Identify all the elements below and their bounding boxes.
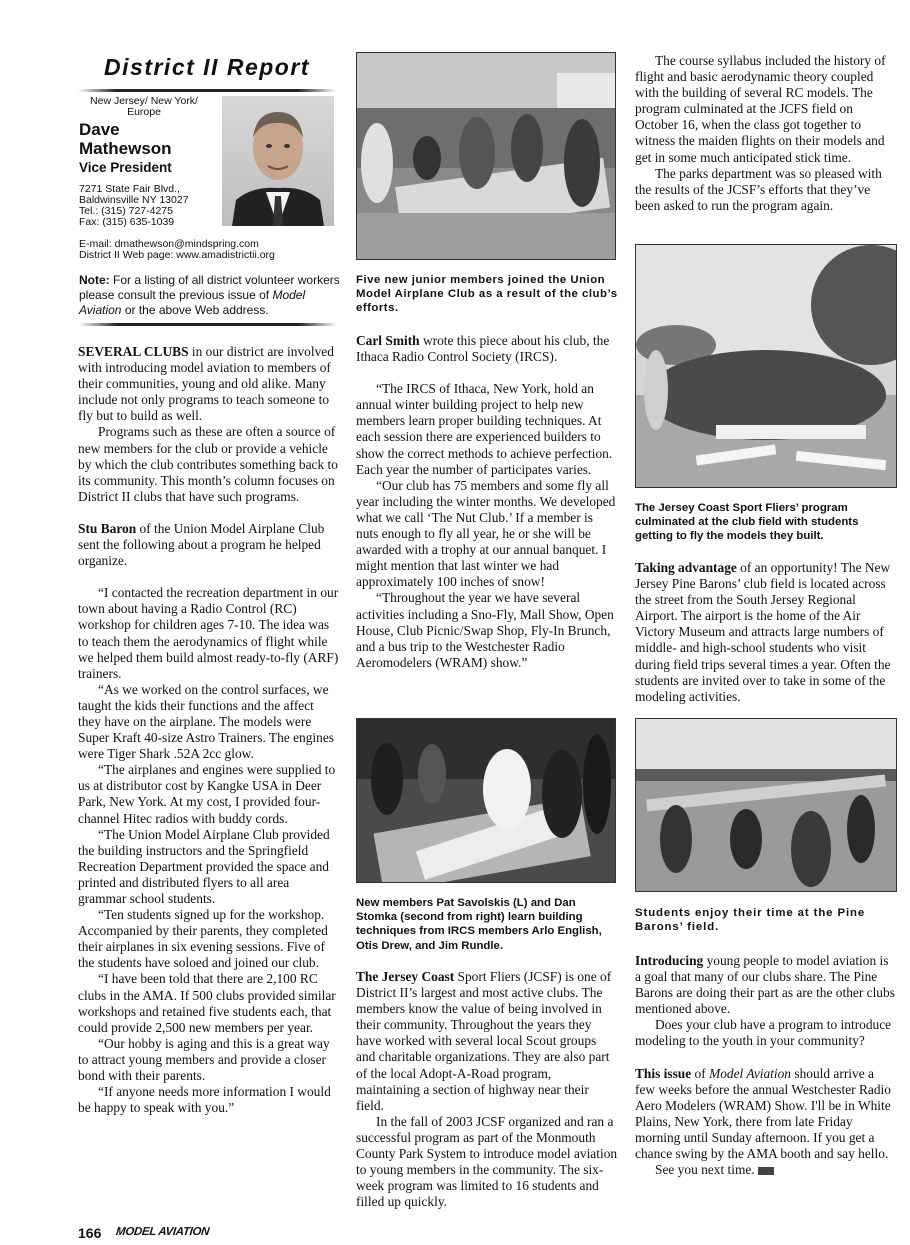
paragraph <box>635 1066 897 1163</box>
district-note <box>79 273 341 318</box>
column-3-body-bottom <box>635 953 897 1178</box>
note-text-2: or the above Web address. <box>121 303 269 317</box>
vp-fax: Fax: (315) 635-1039 <box>79 216 175 228</box>
note-rule <box>79 323 337 326</box>
paragraph: Programs such as these are often a source of new members for the club or provide a vehicle by which the club contributes something back to its community. This month’s column focuses on District II clubs that have such programs. <box>78 424 338 504</box>
paragraph: “As we worked on the control surfaces, we taught the kids their functions and the affect they have on the airplane. The models were Super Kraft 40-size Astro Trainers. The engines were Tiger Shark .52A 2cc glow. <box>78 681 334 762</box>
photo-pine-barons <box>635 718 897 892</box>
vp-address-line2: Baldwinsville NY 13027 <box>79 194 189 206</box>
paragraph <box>635 560 897 705</box>
paragraph: “Our hobby is aging and this is a great way to attract young members and provide a closer bond with their parents. <box>78 1035 330 1084</box>
lead-in: Introducing <box>635 953 704 968</box>
photo-workshop-union <box>356 52 616 260</box>
paragraph <box>356 969 618 1114</box>
note-text-1: For a listing of all district volunteer workers please consult the previous issue of <box>79 273 340 302</box>
vp-first-name: Dave <box>79 120 120 139</box>
paragraph: “Throughout the year we have several activities including a Sno-Fly, Mall Show, Open House, Club Picnic/Swap Shop, Fly-In Brunch, and a bus trip to the Westchester Radio Aeromodelers (WRAM) show.” <box>356 590 614 670</box>
vp-role: Vice President <box>79 160 172 175</box>
column-3-body-top <box>635 53 897 214</box>
paragraph: “The Union Model Airplane Club provided the building instructors and the Springfield Recreation Department provided the space and printed and distributed flyers to all area grammar school students. <box>78 826 330 906</box>
paragraph: “I have been told that there are 2,100 RC clubs in the AMA. If 500 clubs provided similar workshops and retained five students each, that could provide 2,500 new members per year. <box>78 971 336 1035</box>
ircs-photo-illustration <box>357 719 615 882</box>
paragraph: “The IRCS of Ithaca, New York, hold an annual winter building project to help new members learn proper building techniques. At each session there are experienced builders to show the correct methods to achieve perfection. Each year the number of participates varies. <box>356 381 613 477</box>
paragraph: “If anyone needs more information I would be happy to speak with you.” <box>78 1084 331 1116</box>
vp-portrait <box>222 96 334 226</box>
paragraph: “The airplanes and engines were supplied to us at distributor cost by Kangke USA in Deer Park, New York. At my cost, I provided four-channel Hitec radios with buddy cords. <box>78 762 336 826</box>
vp-email[interactable]: E-mail: dmathewson@mindspring.com <box>79 238 259 250</box>
vp-telephone: Tel.: (315) 727-4275 <box>79 205 173 217</box>
portrait-illustration <box>222 96 334 226</box>
paragraph-text: wrote this piece about his club, the Ithaca Radio Control Society (IRCS). <box>356 333 610 365</box>
photo-caption: Five new junior members joined the Union Model Airplane Club as a result of the club’s efforts. <box>356 274 618 315</box>
paragraph-text: should arrive a few weeks before the annual Westchester Radio Aero Modelers (WRAM) Show. I'll be in White Plains, New York, there from late Friday morning until Sunday afternoon. If you get a chance swing by the AMA booth and say hello. <box>635 1065 891 1162</box>
jcsf-photo-illustration <box>636 245 896 487</box>
page-number: 166 <box>78 1225 102 1241</box>
lead-in: SEVERAL CLUBS <box>78 344 189 359</box>
paragraph <box>356 333 618 365</box>
paragraph-text: Sport Fliers (JCSF) is one of District II’s largest and most active clubs. The members know the value of being involved in their community. Throughout the years they have worked with several local Scout groups and charitable organizations. They are also part of the local Adopt-A-Road program, maintaining a section of highway near their field. <box>356 969 612 1113</box>
paragraph: Does your club have a program to introduce modeling to the youth in your community? <box>635 1017 892 1049</box>
title-rule <box>78 89 336 92</box>
photo-caption: The Jersey Coast Sport Fliers’ program culminated at the club field with students getting to fly the models they built. <box>635 502 859 543</box>
paragraph: The course syllabus included the history of flight and basic aerodynamic theory coupled with the building of several RC models. The program culminated at the JCFS field on October 16, when the class got together to witness the maiden flights on their models and get in some much anticipated stick time. <box>635 53 886 165</box>
district-region: New Jersey/ New York/ Europe <box>90 95 198 118</box>
ama-logo-icon <box>758 1167 774 1175</box>
paragraph: In the fall of 2003 JCSF organized and ran a successful program as part of the Monmouth County Park System to introduce model aviation to young members in the community. The six-week program was limited to 16 students and filled up quickly. <box>356 1113 618 1210</box>
note-label: Note: <box>79 273 110 287</box>
paragraph <box>78 521 340 569</box>
pine-barons-photo-illustration <box>636 719 896 891</box>
vp-last-name: Mathewson <box>79 139 172 158</box>
workshop-photo-illustration <box>357 53 615 259</box>
note-magazine-name: Model Aviation <box>79 288 306 317</box>
photo-ircs-building <box>356 718 616 883</box>
column-1-body <box>78 344 340 1116</box>
column-2-body-top <box>356 333 618 671</box>
photo-jcsf-group <box>635 244 897 488</box>
paragraph-text: of the Union Model Airplane Club sent the following about a program he helped organize. <box>78 520 325 569</box>
column-2-body-bottom <box>356 969 618 1210</box>
lead-in: Taking advantage <box>635 560 737 575</box>
magazine-logo: MODEL AVIATION <box>115 1226 210 1238</box>
photo-caption: Students enjoy their time at the Pine Barons’ field. <box>635 907 866 934</box>
vp-address-line1: 7271 State Fair Blvd., <box>79 183 180 195</box>
paragraph: The parks department was so pleased with the results of the JCSF’s efforts that they’ve been asked to run the program again. <box>635 165 882 213</box>
magazine-name: Model Aviation <box>709 1065 792 1081</box>
lead-in: The Jersey Coast <box>356 969 455 984</box>
paragraph-text: of an opportunity! The New Jersey Pine Barons’ club field is located across the street from the South Jersey Regional Airport. The airport is the home of the Air Victory Museum and attracts large numbers of middle- and high-school students who visit during field trips several times a year. Often the students are invited over to take in some of the modeling activities. <box>635 560 891 704</box>
column-title: District II Report <box>104 54 310 80</box>
paragraph-text: in our district are involved with introducing model aviation to members of their communities, young and old alike. Many include not only programs to teach someone to fly but to build as well. <box>78 344 334 424</box>
district-web-page[interactable]: District II Web page: www.amadistrictii.org <box>79 249 275 261</box>
paragraph: “Our club has 75 members and some fly all year including the winter months. We developed what we call ‘The Nut Club.’ If a member is nuts enough to fly all year, he or she will be awarded with a trophy at our annual banquet. I might mention that last winter we had approximately 100 inches of snow! <box>356 477 616 590</box>
paragraph <box>635 1162 897 1178</box>
photo-caption: New members Pat Savolskis (L) and Dan Stomka (second from right) learn building techniques from IRCS members Arlo English, Otis Drew, and Jim Rundle. <box>356 897 602 952</box>
column-3-body-middle <box>635 560 897 705</box>
paragraph: “I contacted the recreation department in our town about having a Radio Control (RC) workshop for children ages 7-10. The idea was to teach them the aerodynamics of flight while we helped them build almost ready-to-fly (ARF) trainers. <box>78 585 339 681</box>
paragraph-text: young people to model aviation is a goal that many of our clubs share. The Pine Barons are doing their part as are the other clubs mentioned above. <box>635 953 895 1017</box>
lead-in: Stu Baron <box>78 520 137 536</box>
paragraph-text: of <box>691 1065 710 1081</box>
paragraph <box>635 953 897 1017</box>
paragraph: “Ten students signed up for the workshop. Accompanied by their parents, they completed their airplanes in six evening sessions. Five of the students have soloed and joined our club. <box>78 907 328 971</box>
closing-line: See you next time. <box>655 1162 755 1178</box>
lead-in: This issue <box>635 1065 692 1081</box>
paragraph <box>78 344 340 424</box>
lead-in: Carl Smith <box>356 333 420 348</box>
